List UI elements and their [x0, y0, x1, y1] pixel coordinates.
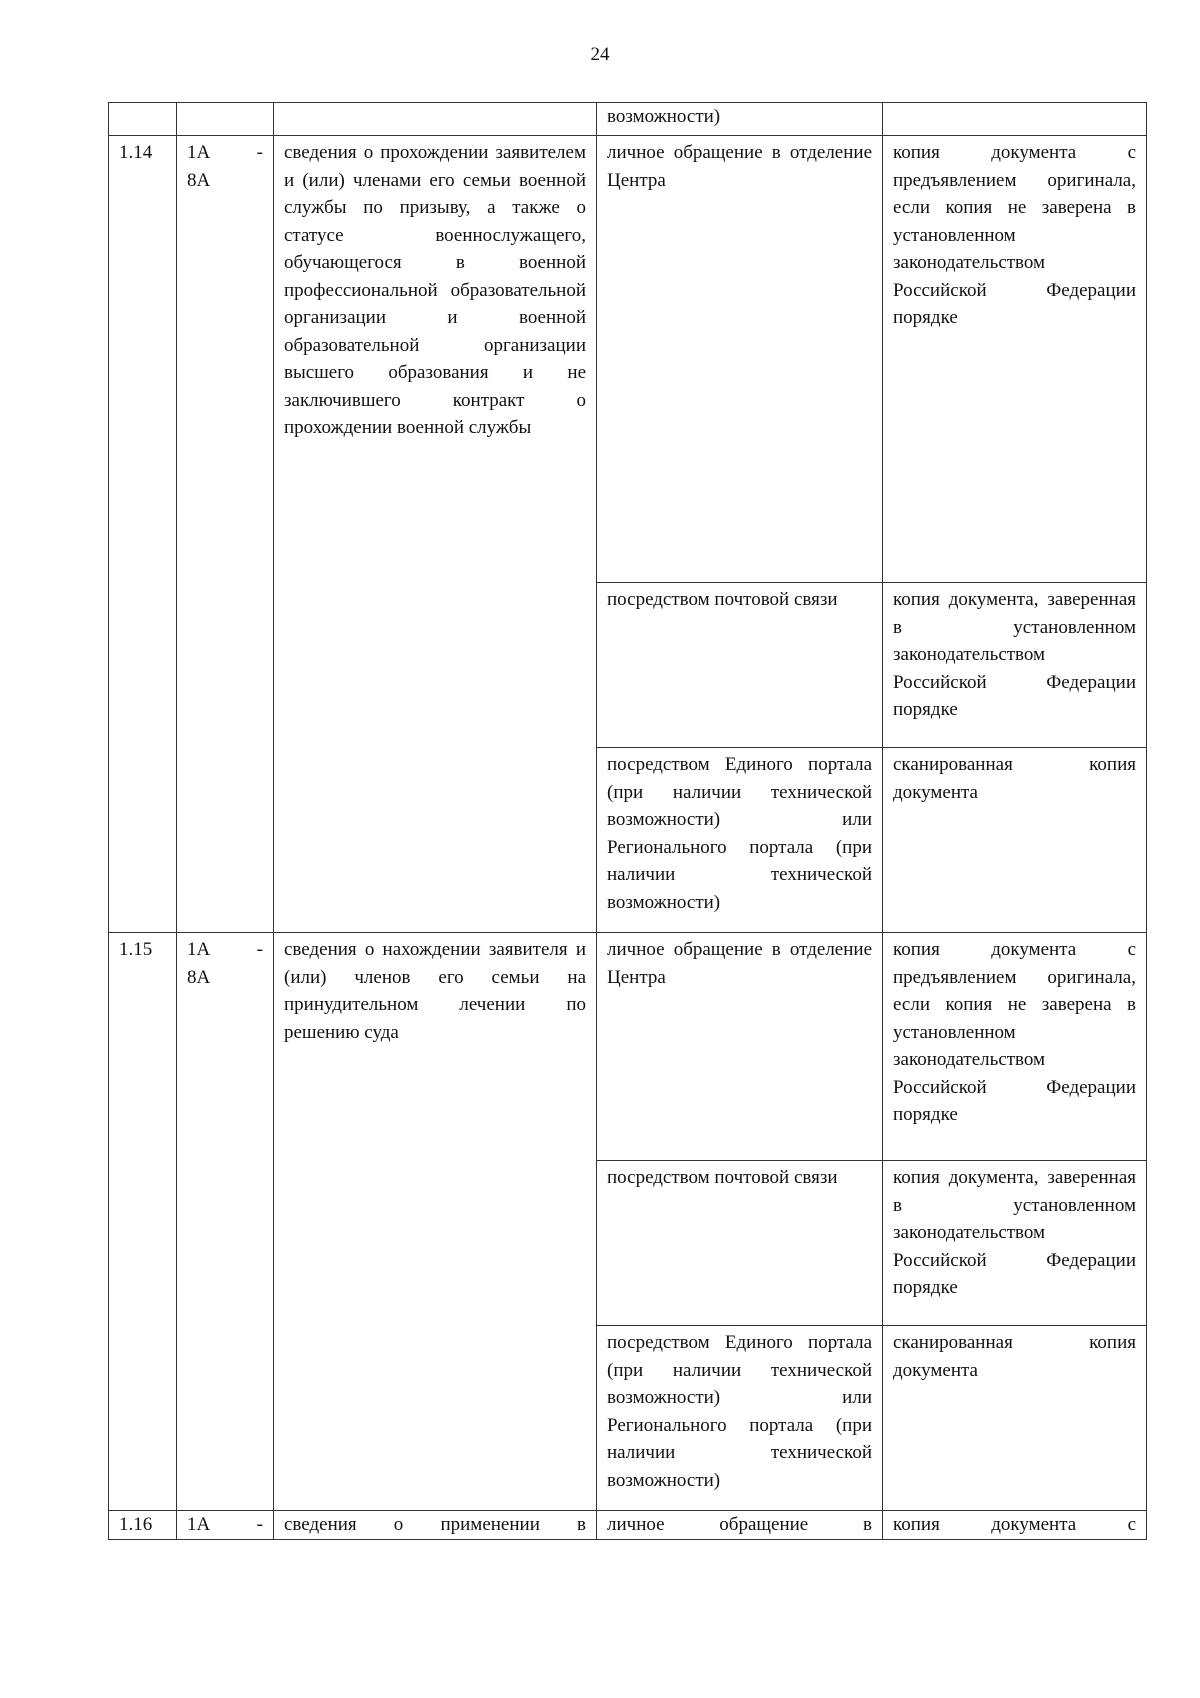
category-code [177, 1511, 274, 1540]
submission-method: посредством почтовой связи [597, 1161, 883, 1326]
category-code [177, 933, 274, 1511]
code-to: 8А [187, 169, 211, 191]
row-number: 1.14 [109, 136, 177, 933]
submission-method: посредством Единого портала (при наличии технической возможности) или Регионального портала (при наличии технической возможности) [597, 1326, 883, 1511]
table-row-1-16 [109, 1511, 1147, 1540]
submission-method: личное обращение в отделение Центра [597, 136, 883, 583]
document-form: копия документа с предъявлением оригинала, если копия не заверена в установленном законодательством Российской Федерации порядке [883, 136, 1147, 583]
cell-document [883, 103, 1147, 136]
page-number: 24 [590, 44, 610, 65]
code-to: 8А [187, 966, 211, 988]
code-from: 1А [187, 1514, 211, 1535]
cell-num [109, 103, 177, 136]
document-form: копия документа, заверенная в установленном законодательством Российской Федерации порядке [883, 1161, 1147, 1326]
table-row-continuation [109, 103, 1147, 136]
category-code [177, 136, 274, 933]
cell-description [274, 103, 597, 136]
document-form: копия документа, заверенная в установленном законодательством Российской Федерации порядке [883, 583, 1147, 748]
table-row-1-15 [109, 933, 1147, 1161]
submission-method: посредством почтовой связи [597, 583, 883, 748]
code-dash: - [256, 142, 263, 163]
document-form: сканированная копия документа [883, 1326, 1147, 1511]
cell-method: возможности) [597, 103, 883, 136]
code-from: 1А [187, 142, 211, 163]
document-form: копия документа с предъявлением оригинала, если копия не заверена в установленном законодательством Российской Федерации порядке [883, 933, 1147, 1161]
documents-table [108, 102, 1147, 1540]
submission-method: личное обращение в [597, 1511, 883, 1540]
row-number: 1.16 [109, 1511, 177, 1540]
submission-method: посредством Единого портала (при наличии технической возможности) или Регионального портала (при наличии технической возможности) [597, 748, 883, 933]
table-row-1-14 [109, 136, 1147, 583]
document-form: копия документа с [883, 1511, 1147, 1540]
code-from: 1А [187, 939, 211, 960]
document-description: сведения о нахождении заявителя и (или) членов его семьи на принудительном лечении по решению суда [274, 933, 597, 1511]
cell-code [177, 103, 274, 136]
document-form: сканированная копия документа [883, 748, 1147, 933]
submission-method: личное обращение в отделение Центра [597, 933, 883, 1161]
document-description: сведения о прохождении заявителем и (или) членами его семьи военной службы по призыву, а также о статусе военнослужащего, обучающегося в военной профессиональной образовательной организации и военной образовательной организации высшего образования и не заключившего контракт о прохождении военной службы [274, 136, 597, 933]
document-description: сведения о применении в [274, 1511, 597, 1540]
code-dash: - [256, 1514, 263, 1535]
row-number: 1.15 [109, 933, 177, 1511]
code-dash: - [256, 939, 263, 960]
